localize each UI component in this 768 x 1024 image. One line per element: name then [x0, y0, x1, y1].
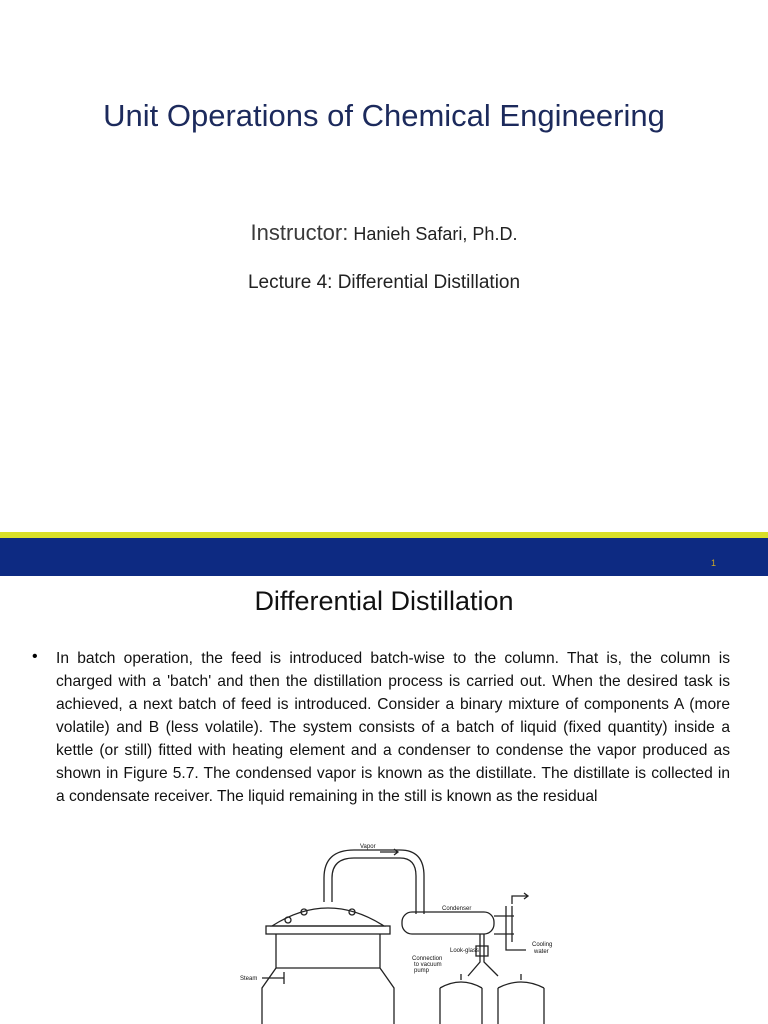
kettle-flange — [266, 926, 390, 934]
page-title: Unit Operations of Chemical Engineering — [103, 98, 665, 133]
instructor-line — [0, 220, 768, 246]
figure-label-condenser: Condenser — [442, 906, 472, 912]
figure-label-steam: Steam — [240, 976, 258, 982]
distillation-apparatus-figure — [232, 838, 602, 1024]
kettle-body — [262, 934, 394, 1024]
instructor-label: Instructor: — [250, 220, 349, 245]
figure-label-pump: pump — [414, 968, 430, 974]
figure-label-vapor: Vapor — [360, 844, 376, 850]
body-paragraph: In batch operation, the feed is introduced batch-wise to the column. That is, the column is charged with a 'batch' and then the distillation process is carried out. When the desired task is achieved, a next batch of feed is introduced. Consider a binary mixture of components A (more volatile) and B (less volatile). The system consists of a batch of liquid (fixed quantity) inside a kettle (or still) fitted with heating element and a condenser to condense the vapor produced as shown in Figure 5.7. The condensed vapor is known as the distillate. The distillate is collected in a condensate receiver. The liquid remaining in the still is known as the residual — [56, 650, 730, 805]
figure-label-cooling: Cooling — [532, 942, 553, 948]
receiver-right — [498, 982, 544, 1024]
figure-label-to-vacuum: to vacuum — [414, 962, 442, 968]
slide-divider-blue — [0, 538, 768, 576]
look-glass — [468, 934, 498, 976]
slide-number: 1 — [710, 558, 716, 568]
section-heading: Differential Distillation — [254, 586, 514, 616]
lecture-subtitle: Lecture 4: Differential Distillation — [247, 272, 521, 293]
figure-label-water: water — [534, 949, 549, 955]
figure-label-look-glass: Look-glass — [450, 948, 480, 954]
bullet-marker: • — [32, 648, 38, 665]
instructor-name: Hanieh Safari, Ph.D. — [348, 224, 518, 244]
receiver-left — [440, 982, 482, 1024]
condenser — [402, 912, 494, 934]
figure-label-connection: Connection — [412, 956, 443, 962]
